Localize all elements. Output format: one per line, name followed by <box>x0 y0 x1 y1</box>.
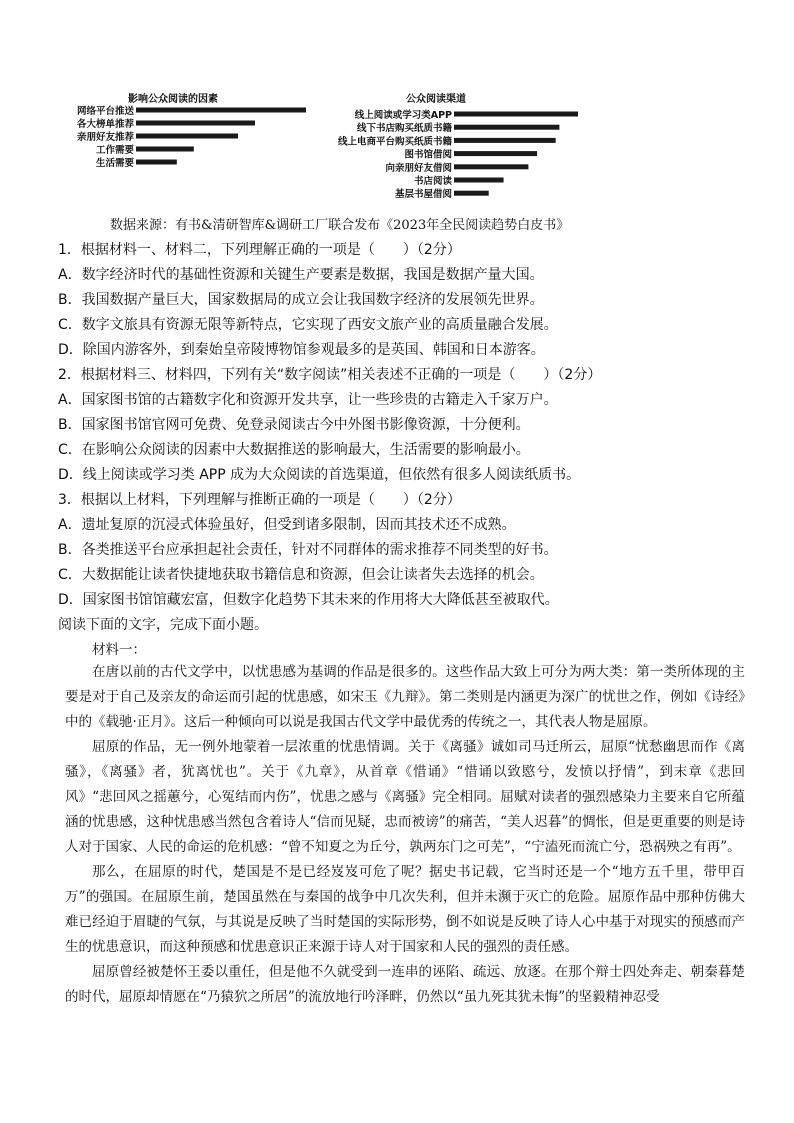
question-line: D．线上阅读或学习类 APP 成为大众阅读的首选渠道，但依然有很多人阅读纸质书。 <box>58 467 581 483</box>
bar <box>136 160 177 165</box>
category-label: 线上电商平台购买纸质书籍 <box>337 136 452 148</box>
question-line: 3．根据以上材料，下列理解与推断正确的一项是（ ）（2分） <box>58 492 461 508</box>
question-line: D．除国内游客外，到秦始皇帝陵博物馆参观最多的是英国、韩国和日本游客。 <box>58 342 545 358</box>
passage-paragraph: 屈原的作品，无一例外地蒙着一层浓重的忧患情调。关于《离骚》诚如司马迁所云，屈原“忧愁幽思而作《离骚》，《离骚》者，犹离忧也”。关于《九章》，从首章《惜诵》“惜诵以致愍兮，发愤以抒情”，到末章《悲回风》“悲回风之摇蕙兮，心冤结而内伤”，忧患之感与《离骚》完全相同。屈赋对读者的强烈感染力主要来自它所蕴涵的忧患感，这种忧患感当然包含着诗人“信而见疑，忠而被谤”的痛苦，“美人迟暮”的惆怅，但是更重要的则是诗人对于国家、人民的命运的危机感：“曾不知夏之为丘兮，孰两东门之可芜”，“宁溘死而流亡兮，恐祸殃之有再”。 <box>65 739 745 855</box>
bar <box>454 191 489 196</box>
category-label: 线下书店购买纸质书籍 <box>356 123 452 135</box>
passage-paragraph: 在唐以前的古代文学中，以忧患感为基调的作品是很多的。这些作品大致上可分为两大类：第一类所体现的主要是对于自己及亲友的命运而引起的忧患感，如宋玉《九辩》。第二类则是内涵更为深广的忧世之作，例如《诗经》中的《载驰·正月》。这后一种倾向可以说是我国古代文学中最优秀的传统之一，其代表人物是屈原。 <box>65 664 745 730</box>
question-line: C．大数据能让读者快捷地获取书籍信息和资源，但会让读者失去选择的机会。 <box>58 567 544 583</box>
bar <box>454 125 559 130</box>
category-label: 线上阅读或学习类APP <box>354 110 452 121</box>
chart-title: 影响公众阅读的因素 <box>128 94 218 105</box>
material-title: 材料一： <box>92 642 146 658</box>
chart-title: 公众阅读渠道 <box>406 94 466 105</box>
question-line: B．各类推送平台应承担起社会责任，针对不同群体的需求推荐不同类型的好书。 <box>58 542 558 558</box>
bar <box>454 164 528 169</box>
category-label: 书店阅读 <box>413 176 452 187</box>
category-label: 图书馆借阅 <box>404 149 452 161</box>
question-line: 1．根据材料一、材料二，下列理解正确的一项是（ ）（2分） <box>58 242 461 258</box>
bar <box>454 151 537 156</box>
question-line: 2．根据材料三、材料四，下列有关“数字阅读”相关表述不正确的一项是（ ）（2分） <box>58 367 602 383</box>
question-line: D．国家图书馆馆藏宏富，但数字化趋势下其未来的作用将大大降低甚至被取代。 <box>58 592 559 608</box>
category-label: 工作需要 <box>95 145 134 156</box>
charts-area <box>0 88 794 210</box>
chart-reading-channels <box>280 88 600 210</box>
category-label: 各大榜单推荐 <box>76 119 134 130</box>
category-label: 向亲朋好友借阅 <box>385 162 452 174</box>
question-line: 阅读下面的文字，完成下面小题。 <box>58 617 268 633</box>
material-passage <box>65 660 745 1010</box>
category-label: 亲朋好友推荐 <box>76 132 134 143</box>
data-source: 数据来源：有书&清研智库&调研工厂联合发布《2023年全民阅读趋势白皮书》 <box>110 218 570 233</box>
question-line: C．数字文旅具有资源无限等新特点，它实现了西安文旅产业的高质量融合发展。 <box>58 317 558 333</box>
question-line: C．在影响公众阅读的因素中大数据推送的影响最大，生活需要的影响最小。 <box>58 442 530 458</box>
passage-paragraph: 那么，在屈原的时代，楚国是不是已经岌岌可危了呢？据史书记载，它当时还是一个“地方五千里，带甲百万”的强国。在屈原生前，楚国虽然在与秦国的战争中几次失利，但并未濒于灭亡的危险。屈原作品中那种仿佛大难已经迫于眉睫的气氛，与其说是反映了当时楚国的实际形势，倒不如说是反映了诗人心中基于对现实的预感而产生的忧患意识，而这种预感和忧患意识正来源于诗人对于国家和人民的强烈的责任感。 <box>65 864 745 955</box>
question-line: A．数字经济时代的基础性资源和关键生产要素是数据，我国是数据产量大国。 <box>58 267 544 283</box>
bar <box>454 178 504 183</box>
question-line: A．国家图书馆的古籍数字化和资源开发共享，让一些珍贵的古籍走入千家万户。 <box>58 392 558 408</box>
reading-channels-bar-chart <box>280 88 600 210</box>
bar <box>454 138 556 143</box>
category-label: 网络平台推送 <box>76 106 134 117</box>
question-line: B．国家图书馆官网可免费、免登录阅读古今中外图书影像资源，十分便利。 <box>58 417 530 433</box>
category-label: 生活需要 <box>95 158 134 169</box>
question-line: A．遗址复原的沉浸式体验虽好，但受到诸多限制，因而其技术还不成熟。 <box>58 517 516 533</box>
questions-section <box>58 238 748 638</box>
bar <box>454 112 578 117</box>
bar <box>136 134 238 139</box>
category-label: 基层书屋借阅 <box>394 189 452 201</box>
bar <box>136 147 194 152</box>
bar <box>136 121 255 126</box>
passage-paragraph: 屈原曾经被楚怀王委以重任，但是他不久就受到一连串的诬陷、疏远、放逐。在那个辩士四处奔走、朝秦暮楚的时代，屈原却情愿在“乃猿狖之所居”的流放地行吟泽畔，仍然以“虽九死其犹未悔”的坚毅精神忍受 <box>65 964 745 1005</box>
reading-factors-bar-chart <box>60 88 310 208</box>
question-line: B．我国数据产量巨大，国家数据局的成立会让我国数字经济的发展领先世界。 <box>58 292 544 308</box>
chart-reading-factors <box>60 88 310 208</box>
